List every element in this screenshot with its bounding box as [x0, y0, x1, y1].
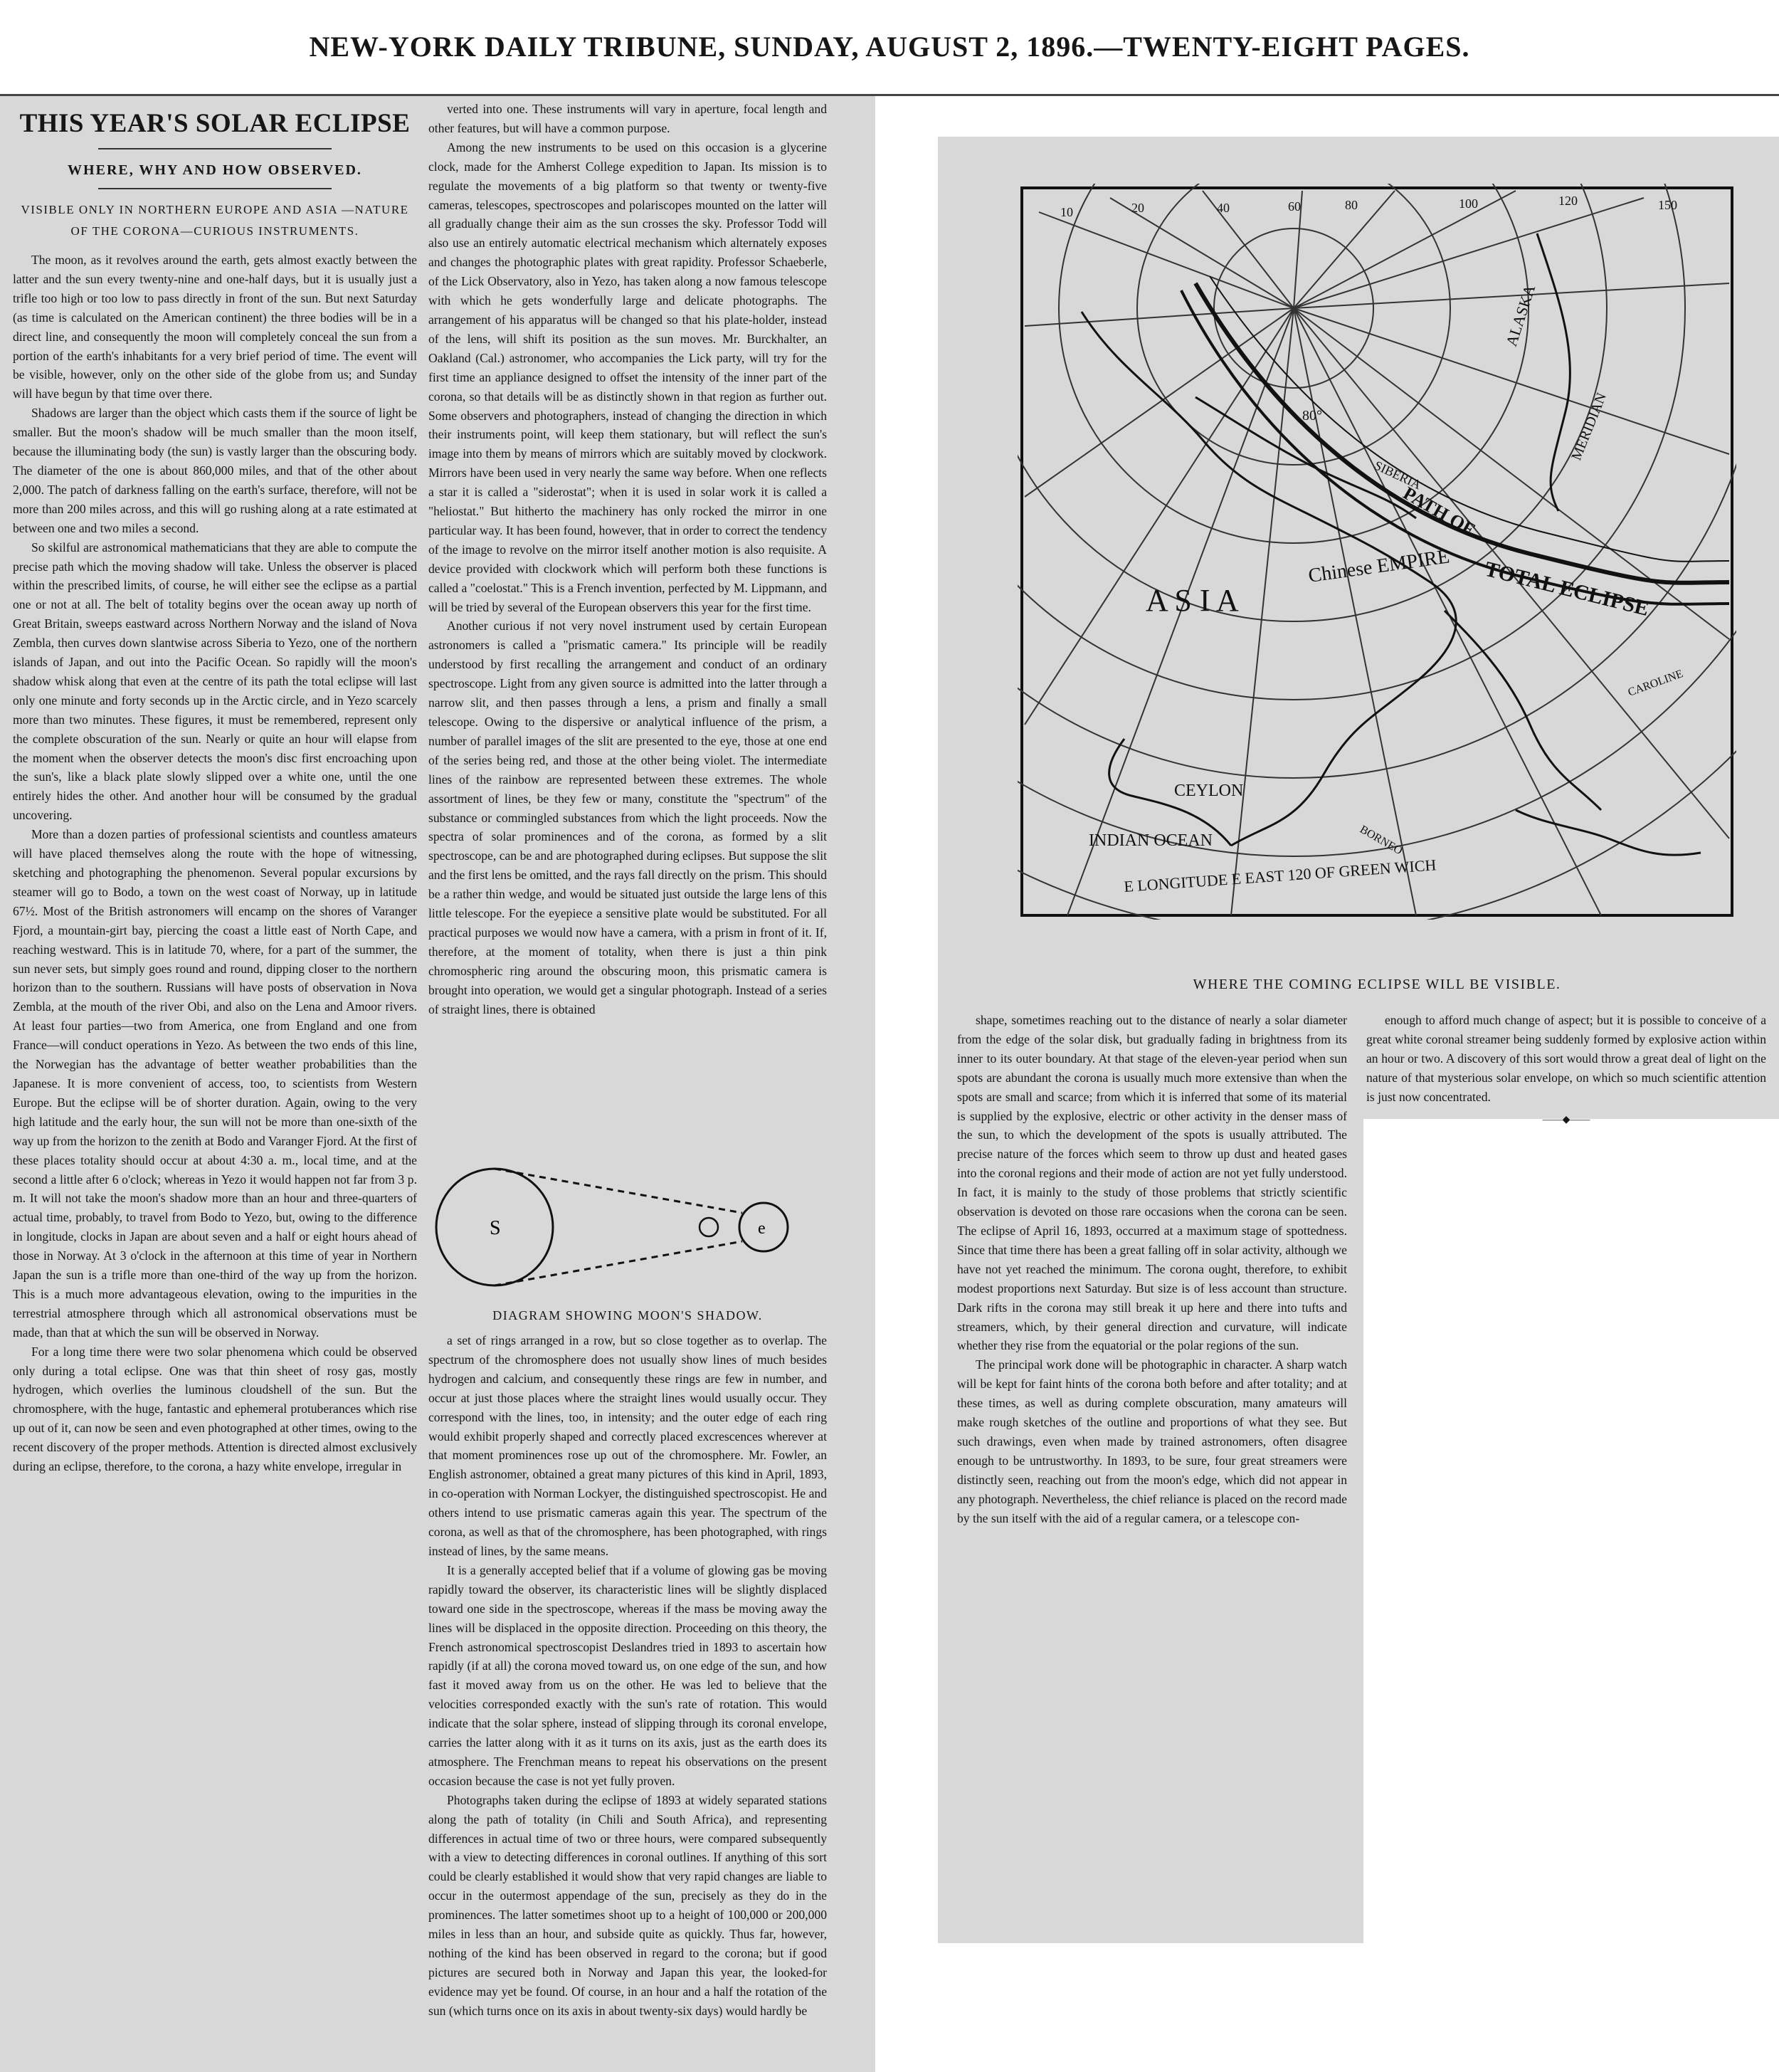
alaska-label: ALASKA: [1501, 282, 1539, 349]
map-caption: WHERE THE COMING ECLIPSE WILL BE VISIBLE.: [1193, 977, 1561, 992]
article-column-4: [1366, 1011, 1766, 1130]
moon-circle: [700, 1218, 718, 1236]
paragraph: The principal work done will be photographic in character. A sharp watch will be kept for faint hints of the corona both before and after totality; and at these times, as well as during complete obscuration, many amateurs will make rough sketches of the outline and proportions of what they see. But such drawings, even when made by trained astronomers, often disagree enough to be untrustworthy. In 1893, to be sure, four great streamers were distinctly seen, reaching out from the moon's edge, which did not appear in any photograph. Nevertheless, the chief reliance is placed on the record made by the sun itself with the aid of a regular camera, or a telescope con-: [957, 1357, 1347, 1525]
paragraph: Another curious if not very novel instrument used by certain European astronomers is called a "prismatic camera." Its principle will be readily understood by first recalling the arrangement and conduct of an ordinary spectroscope. Light from any given source is admitted into the latter through a narrow slit, and then passes through a lens, a prism and finally a small telescope. Owing to the dispersive or analytical influence of the prism, a number of parallel images of the slit are presented to the eye, those at one end of the series being red, and those at the other being violet. The intermediate lines of the rainbow are represented between these extremes. The whole assortment of lines, be they few or many, constitute the "spectrum" of the substance or commingled substances from which the light proceeds. Now the spectra of solar prominences and of the corona, as formed by a slit spectroscope, can be and are photographed during eclipses. But suppose the slit and the first lens be omitted, and the rays fall directly on the prism. This should be a rather thin wedge, and would be situated just outside the large lens of this little telescope. For the eyepiece a sensitive plate would be substituted. For all practical purposes we would now have a camera, with a prism in front of it. If, therefore, at the moment of totality, when there is just a thin pink chromospheric ring around the obscuring moon, this prismatic camera is brought into operation, we would get a singular photograph. Instead of a series of straight lines, there is obtained: [428, 619, 827, 1016]
end-of-article-mark: ——◆——: [1542, 1114, 1590, 1125]
shadow-cone-line-top: [495, 1169, 742, 1213]
paragraph: Shadows are larger than the object which casts them if the source of light be smaller. But the moon's shadow will be much smaller than the moon itself, because the illuminating body (the sun) is vastly larger than the obscuring body. The diameter of the one is about 860,000 miles, and that of the other about 2,000. The patch of darkness falling on the earth's surface, therefore, will not be more than 200 miles across, and this will go rushing along at a rate estimated at between one and two miles a second.: [13, 406, 417, 535]
article-column-2: [428, 100, 827, 1019]
lon-label-10: 10: [1060, 205, 1073, 219]
article-column-3: [957, 1011, 1347, 1527]
path-of-label: PATH OF: [1400, 483, 1479, 540]
paragraph: shape, sometimes reaching out to the distance of nearly a solar diameter from the edge of the solar disk, but gradually fading in brightness from its inner to its outer boundary. At that stage of the eleven-year period when sun spots are abundant the corona is usually much more extensive than when the spots are small and scarce; from which it is inferred that some of its material is supplied by the explosive, electric or other activity in the denser mass of the sun, to which the development of the spots is usually attributed. The precise nature of the forces which seem to throw up dust and heated gases into the coronal regions and their mode of action are not yet fully understood. In fact, it is mainly to the study of those problems that strictly scientific observation is devoted on those rare occasions when the corona can be seen. The eclipse of April 16, 1893, occurred at a maximum stage of spottedness. Since that time there has been a great falling off in solar activity, although we have not yet reached the minimum. The corona ought, therefore, to exhibit modest proportions next Saturday. But size is of less account than structure. Dark rifts in the corona may still break it up here and there into tufts and streamers, which, by their general direction and curvature, will indicate whether they rise from the equatorial or the polar regions of the sun.: [957, 1013, 1347, 1353]
moon-shadow-diagram: [434, 1147, 822, 1304]
meridian-label: MERIDIAN: [1568, 390, 1610, 463]
lon-label-60: 60: [1288, 199, 1301, 214]
caroline-label: CAROLINE: [1626, 668, 1685, 699]
paragraph: So skilful are astronomical mathematicians that they are able to compute the precise path which the moving shadow will take. Unless the observer is placed within the prescribed limits, of course, he will either see the eclipse as a partial one or not at all. The belt of totality begins over the ocean away up north of Great Britain, sweeps eastward across Northern Norway and the island of Nova Zembla, then curves down slantwise across Siberia to Yezo, one of the northern islands of Japan, and out into the Pacific Ocean. So rapidly will the moon's shadow whisk along that even at the centre of its path the total eclipse will last only one minute and forty seconds up in the Arctic circle, and in Yezo scarcely more than two minutes. These figures, it must be remembered, represent only the complete obscuration of the sun. Nearly or quite an hour will elapse from the moment when the observer detects the moon's disc first encroaching upon the sun's, like a black plate slowly slipped over a white one, until the one entirely hides the other. And another hour will be consumed by the gradual uncovering.: [13, 540, 417, 823]
lon-label-20: 20: [1131, 201, 1144, 215]
article-column-1: [13, 107, 417, 1476]
lon-label-120: 120: [1558, 194, 1578, 208]
shadow-cone-line-bottom: [495, 1241, 742, 1285]
eclipse-path-map: [1018, 184, 1736, 920]
deck: VISIBLE ONLY IN NORTHERN EUROPE AND ASIA —NATURE OF THE CORONA—CURIOUS INSTRUMENTS.: [21, 203, 409, 238]
column-4-body: [1366, 1011, 1766, 1107]
column-2-body: [428, 100, 827, 1019]
sun-label: S: [490, 1217, 501, 1239]
paragraph: The moon, as it revolves around the earth, gets almost exactly between the latter and the sun every twenty-nine and one-half days, but it is usually just a trifle too high or too low to pass directly in front of the sun. But next Saturday (as time is calculated on the American continent) the three bodies will be in a direct line, and consequently the moon will completely conceal the sun from a portion of the earth's inhabitants for a very brief period of time. The event will be visible, however, only on the other side of the globe from us; and Sunday will have begun by that time over there.: [13, 253, 417, 401]
paragraph: verted into one. These instruments will vary in aperture, focal length and other features, but will have a common purpose.: [428, 102, 827, 135]
siberia-label: SIBERIA: [1372, 458, 1424, 493]
column-1-body: [13, 251, 417, 1476]
total-eclipse-label: TOTAL ECLIPSE: [1482, 557, 1652, 621]
divider: [98, 148, 332, 149]
paragraph: Among the new instruments to be used on this occasion is a glycerine clock, made for the Amherst College expedition to Japan. Its mission is to regulate the movements of a big platform so that twenty or twenty-five cameras, telescopes, spectroscopes and polariscopes mounted on the latter will all gradually change their aim as the sun crosses the sky. Professor Todd will also use an entirely automatic electrical mechanism which alternately exposes and changes the photographic plates with great rapidity. Professor Schaeberle, of the Lick Observatory, also in Yezo, has taken along a now famous telescope with which he gets wonderfully large and delicate photographs. The arrangement of his apparatus will be changed so that his plate-holder, instead of the lens, will shift its position as the sun moves. Mr. Burckhalter, an Oakland (Cal.) astronomer, who accompanies the Lick party, will try for the first time an appliance designed to offset the intensity of the inner part of the corona, so that details will be as distinctly shown in that region as further out. Some observers and photographers, instead of changing the direction in which their instruments point, will keep them stationary, but will reflect the sun's image into them by means of mirrors which are suitably moved by clockwork. Mirrors have been used in very nearly the same way before. When one reflects a star it is called a "siderostat"; when it is used in solar work it is called a "heliostat." But hitherto the machinery has only rocked the mirror in one particular way. It has been found, however, that in order to correct the tendency of the image to revolve on the mirror itself another motion is also requisite. A device provided with clockwork which will perform both these functions is called a "coelostat." This is a French invention, perfected by M. Lippmann, and will be tried by several of the European observers this year for the first time.: [428, 140, 827, 614]
lon-label-80: 80: [1345, 198, 1358, 212]
earth-label: e: [758, 1219, 766, 1238]
paragraph: a set of rings arranged in a row, but so close together as to overlap. The spectrum of the chromosphere does not usually show lines of much besides hydrogen and calcium, and consequently these rings are few in number, and occur at just those places where the straight lines would usually occur. They correspond with the lines, too, in intensity; and the outer edge of each ring would exhibit properly shaped and correctly placed excrescences wherever at that moment prominences rose up out of the chromosphere. Mr. Fowler, an English astronomer, obtained a great many pictures of this kind in April, 1893, in co-operation with Norman Lockyer, the distinguished spectroscopist. He and others intend to use prismatic cameras again this year. The spectrum of the corona, as well as that of the chromosphere, has been photographed, with rings instead of lines, by the same means.: [428, 1333, 827, 1558]
borneo-label: BORNEO: [1358, 823, 1405, 858]
lon-label-40: 40: [1217, 201, 1230, 215]
paragraph: For a long time there were two solar phenomena which could be observed only during a total eclipse. One was that thin sheet of rosy gas, mostly hydrogen, which overlies the luminous cloudshell of the sun. But the chromosphere, with the huge, fantastic and ephemeral protuberances which rise up out of it, can now be seen and even photographed at other times, owing to the recent discovery of the proper methods. Attention is directed almost exclusively during an eclipse, therefore, to the corona, a hazy white envelope, irregular in: [13, 1344, 417, 1474]
paragraph: Photographs taken during the eclipse of 1893 at widely separated stations along the path of totality (in Chili and South Africa), and representing differences in actual time of two or three hours, were compared subsequently with a view to detecting differences in coronal outlines. If anything of this sort could be clearly established it would show that very rapid changes are liable to occur in the outermost appendage of the sun, precisely as they do in the prominences. The latter sometimes shoot up to a height of 100,000 or 200,000 miles in less than an hour, and subside quite as quickly. Thus far, however, nothing of the kind has been observed in regard to the corona; but if good pictures are secured both in Norway and Japan this year, the looked-for evidence may yet be found. Of course, in an hour and a half the rotation of the sun (which turns once on its axis in about twenty-six days) would hardly be: [428, 1792, 827, 2018]
article-column-2-continued: [428, 1331, 827, 2021]
masthead: NEW-YORK DAILY TRIBUNE, SUNDAY, AUGUST 2, 1896.—TWENTY-EIGHT PAGES.: [0, 0, 1779, 96]
asia-label: A S I A: [1146, 583, 1239, 618]
paragraph: It is a generally accepted belief that if a volume of glowing gas be moving rapidly toward the observer, its characteristic lines will be slightly displaced toward one side in the spectroscope, whereas if the mass be moving away the lines will be displaced in the opposite direction. Proceeding on this theory, the French astronomical spectroscopist Deslandres tried in 1893 to ascertain how rapidly (if at all) the corona moved toward us, on one edge of the sun, and how fast it moved away from us on the other. He was led to believe that the velocities corresponded exactly with the sun's rate of rotation. This would indicate that the solar sphere, instead of slipping through its coronal envelope, carries the latter along with it as it turns on its axis, just as the earth does its atmosphere. The Frenchman means to repeat his observations on the present occasion because the case is not yet fully proven.: [428, 1562, 827, 1788]
ceylon-label: CEYLON: [1174, 782, 1244, 800]
column-3-body: [957, 1011, 1347, 1527]
longitude-line-label: E LONGITUDE E EAST 120 OF GREEN WICH: [1123, 856, 1437, 895]
lon-label-150: 150: [1658, 198, 1677, 212]
lon-label-100: 100: [1459, 196, 1478, 211]
headline: THIS YEAR'S SOLAR ECLIPSE: [19, 109, 411, 138]
diagram-caption: DIAGRAM SHOWING MOON'S SHADOW.: [492, 1308, 763, 1322]
indian-ocean-label: INDIAN OCEAN: [1089, 831, 1213, 850]
paragraph: enough to afford much change of aspect; but it is possible to conceive of a great white coronal streamer being suddenly formed by explosive action within an hour or two. A discovery of this sort would throw a great deal of light on the nature of that mysterious solar envelope, on which so much scientific attention is just now concentrated.: [1366, 1013, 1766, 1104]
subheadline: WHERE, WHY AND HOW OBSERVED.: [68, 162, 362, 178]
column-2b-body: [428, 1331, 827, 2021]
chinese-empire-label: Chinese EMPIRE: [1306, 545, 1451, 587]
lat-80-label: 80°: [1302, 408, 1322, 424]
divider: [98, 188, 332, 189]
paragraph: More than a dozen parties of professional scientists and countless amateurs will have placed themselves along the route with the hope of witnessing, sketching and photographing the phenomenon. Several popular excursions by steamer will go to Bodo, a town on the west coast of Norway, up in latitude 67½. Most of the British astronomers will encamp on the shores of Varanger Fjord, a mountain-girt bay, piercing the coast a little east of North Cape, and reaching westward. This is in latitude 70, where, for a part of the summer, the sun never sets, but simply goes round and round, dipping closer to the northern horizon than to the southern. Russians will have posts of observation in Nova Zembla, at the mouth of the river Obi, and also on the Lena and Amoor rivers. At least four parties—two from America, one from England and one from France—will conduct operations in Yezo. As between the two ends of this line, the Norwegian has the advantage of better weather probabilities than the Japanese. It is more convenient of access, too, to scientists from Western Europe. But the eclipse will be of shorter duration. Again, owing to the very high latitude and the early hour, the sun will not be more than one-sixth of the way up from the horizon to the zenith at Bodo and Varanger Fjord. At the first of these places totality should occur at about 4:30 a. m., local time, and at the second a little after 6 o'clock; whereas in Yezo it would happen not far from 3 p. m. It will not take the moon's shadow more than an hour and three-quarters of actual time, probably, to travel from Bodo to Yezo, but, owing to the difference in longitude, clocks in Japan are about seven and a half or eight hours ahead of those in Norway. At 3 o'clock in the afternoon at this time of year in Northern Japan the sun is a trifle more than one-third of the way up from the horizon. This is a much more advantageous elevation, owing to the impurities in the terrestrial atmosphere through which all astronomical observations must be made, than that at which the sun will be observed in Norway.: [13, 827, 417, 1340]
